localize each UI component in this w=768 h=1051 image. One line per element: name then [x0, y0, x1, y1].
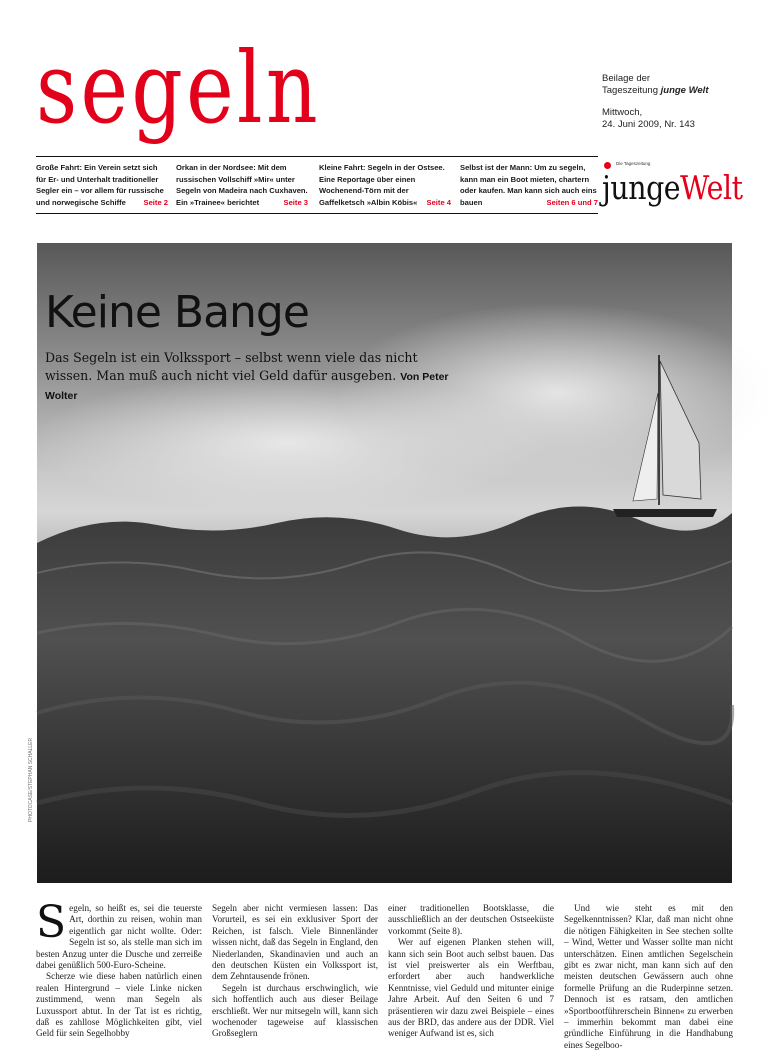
drop-cap: S: [36, 897, 67, 948]
supplement-info: [602, 73, 742, 131]
paragraph: Wer auf eigenen Planken stehen will, kann sich sein Boot auch selbst bauen. Das ist viel preiswerter als ein Werftbau, erfordert aber auch handwerkliche Kenntnisse, viel Geduld und mitunter einige Jahre Arbeit. Auf den Seiten 6 und 7 präsentieren wir dazu zwei Beispiele – eines aus der BRD, das andere aus der DDR. Viel weniger Aufwand ist es, sich: [388, 937, 554, 1039]
teaser-item[interactable]: [319, 162, 451, 208]
supplement-line: Beilage der: [602, 73, 651, 84]
masthead-title: segeln: [36, 32, 321, 146]
top-rule: [36, 156, 598, 157]
teaser-item[interactable]: [460, 162, 598, 208]
body-column-2: [212, 903, 378, 1040]
paragraph: Segeln aber nicht vermiesen lassen: Das Vorurteil, es sei ein exklusiver Sport der Reichen, ist falsch. Viele Binnenländer wissen nicht, daß das Segeln in England, den Niederlanden, Skandinavien und auch an den deutschen Küsten ein Volkssport ist, dem Zehntausende frönen.: [212, 903, 378, 982]
paragraph: Und wie steht es mit den Segelkenntnissen? Klar, daß man nicht ohne die nötigen Fähigkeiten in See stechen sollte – Wind, Wetter und Wasser sollte man nicht unterschätzen. Einen amtlichen Segelschein gibt es zwar nicht, man kann sich auf den meisten deutschen Gewässern auch ohne formelle Prüfung an die Ruderpinne setzen. Dennoch ist es ratsam, den amtlichen »Sportbootführerschein Binnen« zu erwerben – immerhin bekommt man dabei eine gründliche Einführung in die Handhabung eines Segelboo-: [564, 903, 733, 1050]
teaser-text: Orkan in der Nordsee: Mit dem russischen Vollschiff »Mir« unter Segeln von Madeira nach Cuxhaven. Ein »Trainee« berichtet: [176, 163, 308, 207]
deck-text: Das Segeln ist ein Volkssport – selbst wenn viele das nicht wissen. Man muß auch nicht viel Geld dafür ausgeben.: [45, 350, 418, 383]
logo-wordmark: [602, 168, 743, 207]
article-body: [36, 897, 733, 1050]
teaser-page[interactable]: Seite 4: [426, 197, 451, 207]
sea-illustration: [37, 243, 732, 883]
teaser-text: Selbst ist der Mann: Um zu segeln, kann man ein Boot mieten, chartern oder kaufen. Man kann sich auch eins bauen: [460, 163, 597, 207]
body-column-4: [564, 903, 733, 1051]
logo-word-a: junge: [602, 168, 681, 207]
issue-date: 24. Juni 2009, Nr. 143: [602, 119, 695, 130]
logo-tagline: Die Tageszeitung: [616, 161, 651, 166]
paragraph: [36, 897, 202, 971]
teaser-row: [36, 162, 598, 208]
teaser-text: Große Fahrt: Ein Verein setzt sich für Er- und Unterhalt traditioneller Segler ein – vor allem für russische und norwegische Schiffe: [36, 163, 164, 207]
article-deck: [45, 349, 465, 405]
sailing-photo: [37, 243, 732, 883]
teaser-page[interactable]: Seiten 6 und 7: [546, 197, 598, 207]
body-column-1: [36, 897, 202, 1040]
teaser-page[interactable]: Seite 2: [143, 197, 168, 207]
article-headline: Keine Bange: [45, 287, 309, 338]
teaser-page[interactable]: Seite 3: [283, 197, 308, 207]
photo-credit: PHOTOCASE/STEPHAN SCHALLER: [28, 737, 34, 822]
supplement-prefix: Tageszeitung: [602, 85, 661, 96]
teaser-text: Kleine Fahrt: Segeln in der Ostsee. Eine Reportage über einen Wochenend-Törn mit der Gaffelketsch »Albin Köbis«: [319, 163, 445, 207]
supplement-paper-name: junge Welt: [660, 85, 709, 96]
paragraph: Scherze wie diese haben natürlich einen realen Hintergrund – viele Linke nicken zustimmend, wenn man Segeln als Luxussport abtut. In der Tat ist es richtig, daß es zahllose Möglichkeiten gibt, viel Geld für sein Segelhobby: [36, 971, 202, 1039]
article-byline: Von Peter Wolter: [45, 371, 449, 402]
body-column-3: [388, 903, 554, 1040]
paragraph: einer traditionellen Bootsklasse, die ausschließlich an der deutschen Ostseeküste vorkommt (Seite 8).: [388, 903, 554, 936]
paragraph: Segeln ist durchaus erschwinglich, wie sich hoffentlich auch aus dieser Beilage erschließt. Wer nur mitsegeln will, kann sich wochenoder tageweise auf klassischen Großseglern: [212, 982, 378, 1039]
issue-weekday: Mittwoch,: [602, 107, 643, 118]
logo-word-b: Welt: [680, 168, 743, 207]
teaser-item[interactable]: [36, 162, 168, 208]
teaser-item[interactable]: [176, 162, 308, 208]
bottom-rule: [36, 213, 598, 214]
paragraph-text: egeln, so heißt es, sei die teuerste Art, dorthin zu reisen, wohin man eigentlich gar nicht wollte. Oder: Segeln ist so, als stelle man sich im besten Anzug unter die Dusche und zerreiße dabei genüßlich 500-Euro-Scheine.: [36, 903, 202, 971]
supplement-paper-line: [602, 85, 742, 97]
junge-welt-logo: [602, 160, 743, 207]
